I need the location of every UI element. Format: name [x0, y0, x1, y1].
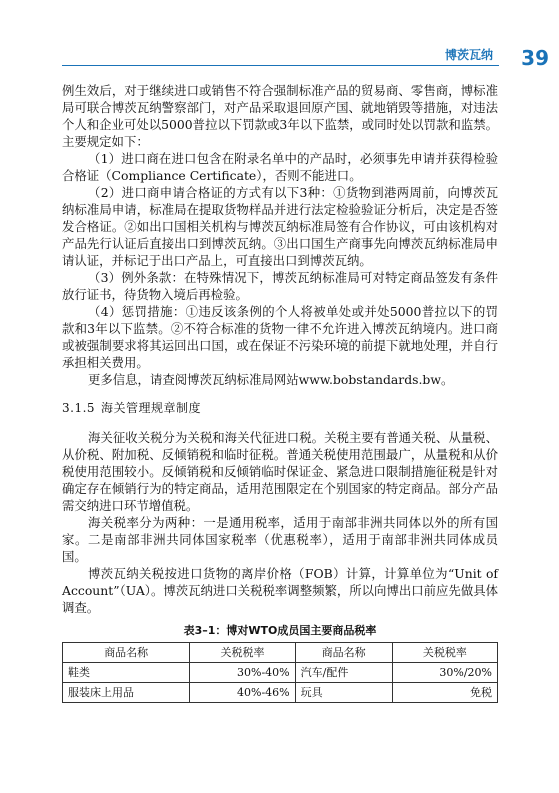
table-cell: 服装床上用品: [63, 683, 190, 703]
table-cell: 40%-46%: [190, 683, 295, 703]
section-number: 3.1.5: [62, 401, 96, 415]
section-heading: [62, 400, 498, 417]
body-content: [62, 82, 498, 703]
section-title: 海关管理规章制度: [101, 401, 202, 415]
table-header-row: [63, 643, 498, 663]
table-cell: 免税: [392, 683, 497, 703]
table-header-cell: 关税税率: [190, 643, 295, 663]
paragraph: 海关征收关税分为关税和海关代征进口税。关税主要有普通关税、从量税、从价税、附加税、反倾销税和临时征税。普通关税使用范围最广，从量税和从价税使用范围较小。反倾销税和反倾销临时保证金、紧急进口限制措施征税是针对确定存在倾销行为的特定商品，适用范围限定在个别国家的特定商品。部分产品需交纳进口环节增值税。: [62, 430, 498, 513]
page-number: 39: [521, 46, 549, 70]
paragraph: （2）进口商申请合格证的方式有以下3种：①货物到港两周前，向博茨瓦纳标准局申请，标准局在提取货物样品并进行法定检验验证分析后，决定是否签发合格证。②如出口国相关机构与博茨瓦纳标准局签有合作协议，可由该机构对产品先行认证后直接出口到博茨瓦纳。③出口国生产商事先向博茨瓦纳标准局申请认证，并标记于出口产品上，可直接出口到博茨瓦纳。: [62, 185, 498, 268]
tariff-table: [62, 642, 498, 703]
table-cell: 汽车/配件: [295, 663, 392, 683]
table-header-cell: 关税税率: [392, 643, 497, 663]
table-cell: 30%-40%: [190, 663, 295, 683]
table-row: [63, 663, 498, 683]
header-rule: [62, 65, 499, 66]
table-caption: 表3–1：博对WTO成员国主要商品税率: [183, 624, 377, 637]
paragraph: （1）进口商在进口包含在附录名单中的产品时，必须事先申请并获得检验合格证（Compliance Certificate），否则不能进口。: [62, 151, 498, 183]
table-cell: 玩具: [295, 683, 392, 703]
paragraph: 例生效后，对于继续进口或销售不符合强制标准产品的贸易商、零售商，博标准局可联合博茨瓦纳警察部门，对产品采取退回原产国、就地销毁等措施，对违法个人和企业可处以5000普拉以下罚款或3年以下监禁，或同时处以罚款和监禁。主要规定如下：: [62, 83, 498, 149]
page-header: [0, 44, 559, 84]
table-header-cell: 商品名称: [295, 643, 392, 663]
paragraph: 博茨瓦纳关税按进口货物的离岸价格（FOB）计算，计算单位为“Unit of Account”（UA）。博茨瓦纳进口关税税率调整频繁，所以向博出口前应先做具体调查。: [62, 566, 498, 615]
running-head-title: 博茨瓦纳: [444, 48, 493, 62]
paragraph: 更多信息，请查阅博茨瓦纳标准局网站www.bobstandards.bw。: [88, 372, 454, 387]
paragraph: （3）例外条款：在特殊情况下，博茨瓦纳标准局可对特定商品签发有条件放行证书，待货物入境后再检验。: [62, 270, 498, 302]
table-header-cell: 商品名称: [63, 643, 190, 663]
table-row: [63, 683, 498, 703]
paragraph: （4）惩罚措施：①违反该条例的个人将被单处或并处5000普拉以下的罚款和3年以下监禁。②不符合标准的货物一律不允许进入博茨瓦纳境内。进口商或被强制要求将其运回出口国，或在保证不污染环境的前提下就地处理，并自行承担相关费用。: [62, 304, 498, 370]
table-cell: 30%/20%: [392, 663, 497, 683]
paragraph: 海关税率分为两种：一是通用税率，适用于南部非洲共同体以外的所有国家。二是南部非洲共同体国家税率（优惠税率），适用于南部非洲共同体成员国。: [62, 515, 498, 564]
table-cell: 鞋类: [63, 663, 190, 683]
